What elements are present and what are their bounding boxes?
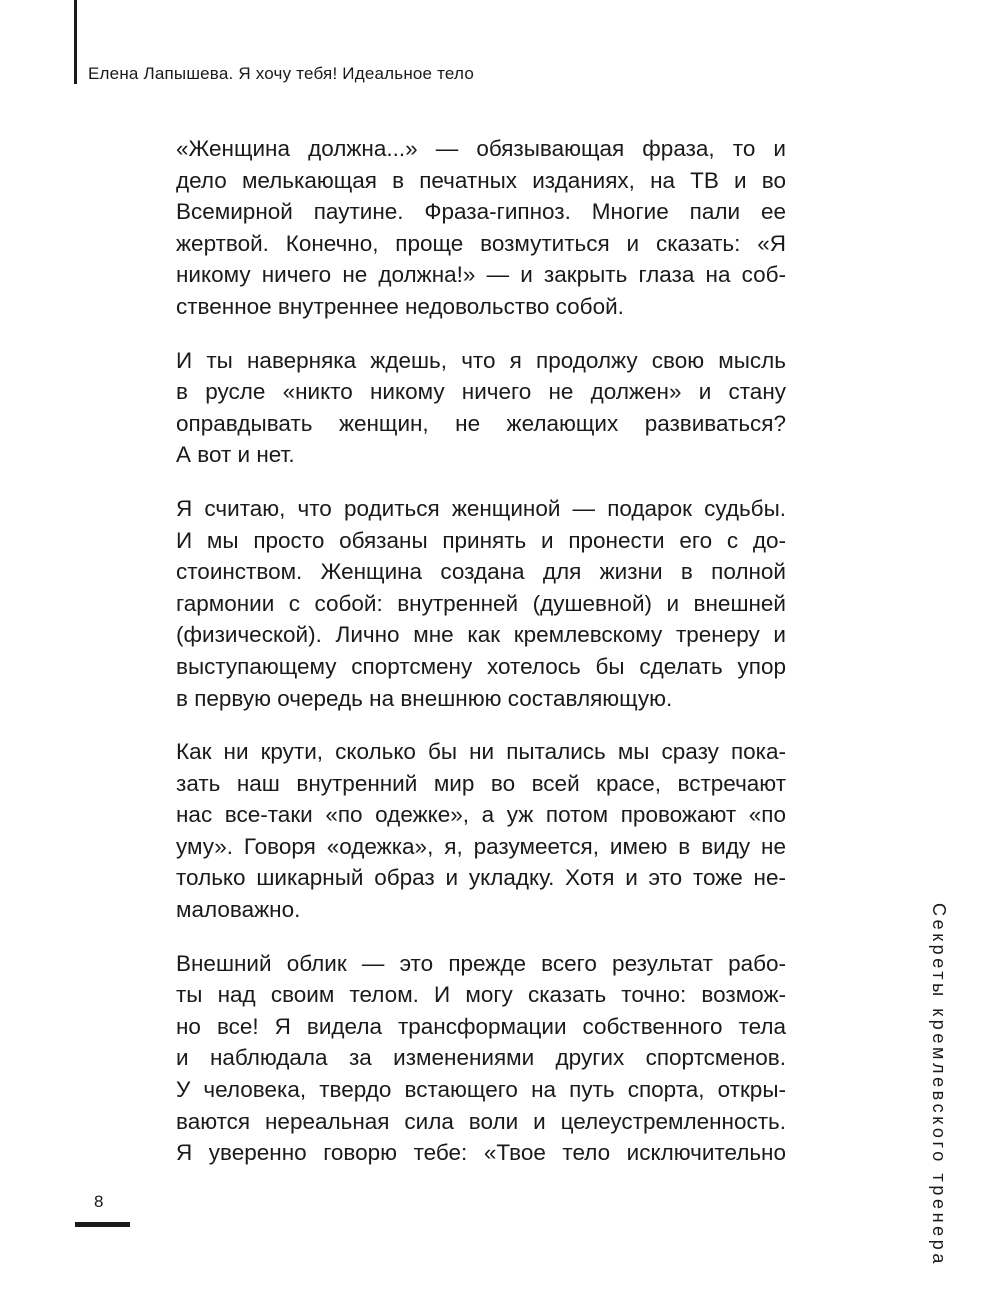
text-line: А вот и нет.: [176, 442, 295, 468]
text-line: (физической). Лично мне как кремлевскому тренеру и: [176, 622, 786, 648]
paragraph: [176, 948, 786, 1169]
paragraph: [176, 736, 786, 926]
text-line: У человека, твердо встающего на путь спорта, откры-: [176, 1077, 786, 1103]
text-line: стоинством. Женщина создана для жизни в полной: [176, 559, 786, 585]
header-rule: [74, 0, 77, 84]
text-line: в русле «никто никому ничего не должен» и стану: [176, 379, 786, 405]
text-line: выступающему спортсмену хотелось бы сделать упор: [176, 653, 786, 679]
text-line: Я считаю, что родиться женщиной — подарок судьбы.: [176, 495, 786, 521]
text-line: но все! Я видела трансформации собственного тела: [176, 1013, 786, 1039]
text-line: И мы просто обязаны принять и пронести его с до-: [176, 527, 786, 553]
text-line: Я уверенно говорю тебе: «Твое тело исключительно: [176, 1140, 786, 1166]
text-line: только шикарный образ и укладку. Хотя и это тоже не-: [176, 865, 786, 891]
paragraph: [176, 133, 786, 323]
text-line: зать наш внутренний мир во всей красе, встречают: [176, 770, 786, 796]
text-line: гармонии с собой: внутренней (душевной) и внешней: [176, 590, 786, 616]
text-line: Как ни крути, сколько бы ни пытались мы сразу пока-: [176, 739, 786, 765]
body-text: [176, 133, 786, 1191]
paragraph: [176, 345, 786, 471]
text-line: Всемирной паутине. Фраза-гипноз. Многие пали ее: [176, 199, 786, 225]
text-line: ваются нереальная сила воли и целеустремленность.: [176, 1108, 786, 1134]
page-number: 8: [94, 1192, 104, 1211]
text-line: маловажно.: [176, 897, 301, 923]
text-line: и наблюдала за изменениями других спортсменов.: [176, 1045, 786, 1071]
text-line: «Женщина должна...» — обязывающая фраза, то и: [176, 136, 786, 161]
page-number-rule: [75, 1222, 130, 1227]
text-line: оправдывать женщин, не желающих развиваться?: [176, 410, 786, 436]
text-line: в первую очередь на внешнюю составляющую.: [176, 685, 673, 711]
text-line: И ты наверняка ждешь, что я продолжу свою мысль: [176, 347, 786, 373]
paragraph: [176, 493, 786, 714]
text-line: нас все-таки «по одежке», а уж потом провожают «по: [176, 802, 786, 828]
side-section-title: Секреты кремлевского тренера: [929, 903, 949, 1267]
running-header: Елена Лапышева. Я хочу тебя! Идеальное тело: [88, 64, 474, 83]
text-line: ты над своим телом. И могу сказать точно: возмож-: [176, 982, 786, 1008]
text-line: уму». Говоря «одежка», я, разумеется, имею в виду не: [176, 833, 786, 859]
text-line: дело мелькающая в печатных изданиях, на ТВ и во: [176, 167, 786, 193]
text-line: ственное внутреннее недовольство собой.: [176, 293, 624, 319]
text-line: жертвой. Конечно, проще возмутиться и сказать: «Я: [176, 230, 786, 256]
text-line: Внешний облик — это прежде всего результат рабо-: [176, 950, 786, 976]
text-line: никому ничего не должна!» — и закрыть глаза на соб-: [176, 262, 786, 288]
